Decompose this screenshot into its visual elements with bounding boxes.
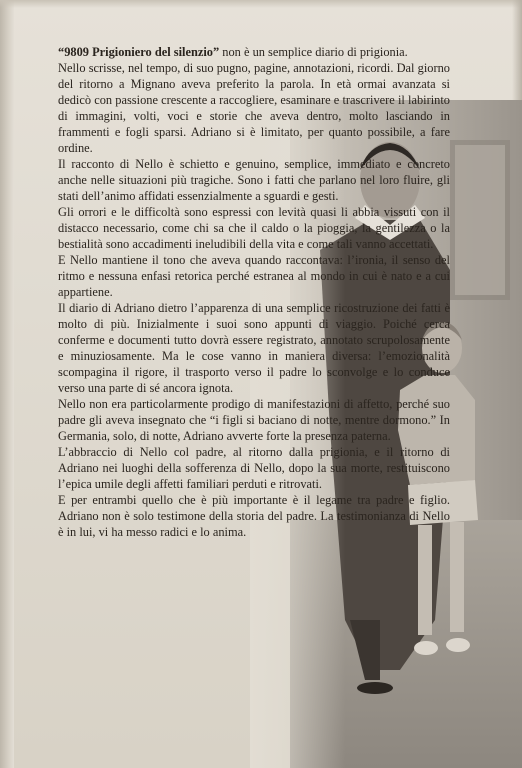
back-cover-blurb: [58, 44, 450, 540]
blurb-paragraph-8: L’abbraccio di Nello col padre, al ritorno dalla prigionia, e il ritorno di Adriano nei luoghi della sofferenza di Nello, dopo la sua morte, restituiscono l’epica umile degli affetti familiari perduti e ritrovati.: [58, 445, 450, 491]
blurb-paragraph-2: Nello scrisse, nel tempo, di suo pugno, pagine, annotazioni, ricordi. Dal giorno del ritorno a Mignano aveva preferito la parola. In età ormai avanzata si dedicò con passione crescente a raccogliere, esaminare e trascrivere il labirinto di immagini, volti, voci e storie che aveva dentro, molto lasciando in frammenti e fogli sparsi. Adriano si è limitato, per quanto possibile, a fare ordine.: [58, 61, 450, 155]
book-title: “9809 Prigioniero del silenzio”: [58, 45, 220, 59]
blurb-paragraph-4: Gli orrori e le difficoltà sono espressi con levità quasi li abbia vissuti con il distacco necessario, come chi sa che il caldo o la pioggia, la gentilezza o la bestialità sono accadimenti ineludibili della vita e come tali vanno accettati.: [58, 205, 450, 251]
blurb-paragraph-5: E Nello mantiene il tono che aveva quando raccontava: l’ironia, il senso del ritmo e nessuna enfasi retorica perché estranea al mondo in cui è nato e a cui appartiene.: [58, 253, 450, 299]
blurb-paragraph-1: [58, 44, 450, 60]
blurb-paragraph-9: E per entrambi quello che è più importante è il legame tra padre e figlio. Adriano non è solo testimone della storia del padre. La testimonianza di Nello è in lui, vi ha messo radici e lo anima.: [58, 493, 450, 539]
blurb-paragraph-7: Nello non era particolarmente prodigo di manifestazioni di affetto, perché suo padre gli aveva insegnato che “i figli si baciano di notte, mentre dormono.” In Germania, solo, di notte, Adriano avverte forte la presenza paterna.: [58, 397, 450, 443]
book-spine-edge: [0, 0, 14, 768]
blurb-paragraph-6: Il diario di Adriano dietro l’apparenza di una semplice ricostruzione dei fatti è molto di più. Inizialmente i suoi sono appunti di viaggio. Poiché cerca conferme e documenti tutto dovrà essere registrato, annotato scrupolosamente e minuziosamente. Ma le cose vanno in maniera diversa: l’emozionalità scompagina il rigore, il trasporto verso il padre lo sconvolge e lo conduce verso una parte di sé ancora ignota.: [58, 301, 450, 395]
top-edge-shadow: [0, 0, 522, 8]
blurb-paragraph-3: Il racconto di Nello è schietto e genuino, semplice, immediato e concreto anche nelle situazioni più tragiche. Sono i fatti che parlano nel loro fluire, gli stati dell’animo affidati essenzialmente a sguardi e gesti.: [58, 157, 450, 203]
blurb-paragraph-1-text: non è un semplice diario di prigionia.: [219, 45, 408, 59]
